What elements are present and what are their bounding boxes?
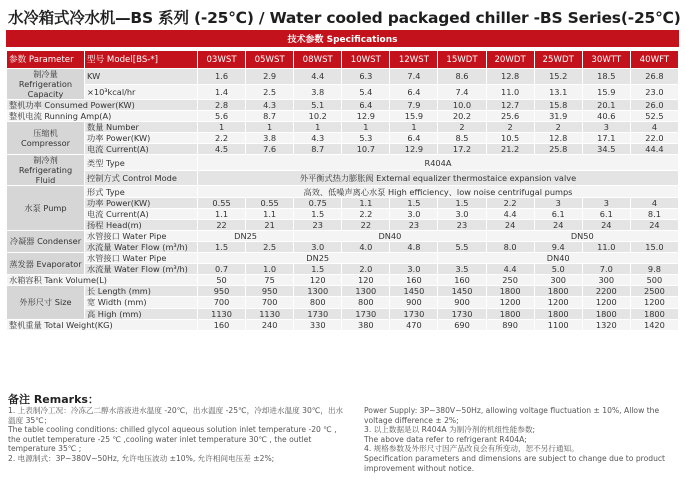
value-cell: 44.4: [630, 144, 678, 155]
value-cell: 22.0: [630, 133, 678, 144]
value-cell: 4.4: [294, 69, 342, 85]
value-cell: 21: [246, 219, 294, 230]
remark-line: 3. 以上数据是以 R404A 为制冷剂的机组性能参数;: [364, 425, 536, 435]
value-cell: 4.4: [486, 208, 534, 219]
model-column-header: 40WFT: [630, 51, 678, 69]
value-cell: 1.5: [294, 264, 342, 275]
row-refrigerant-type: [7, 155, 679, 171]
value-cell: 40.6: [582, 111, 630, 122]
value-cell: 1730: [390, 308, 438, 319]
value-cell: 34.5: [582, 144, 630, 155]
row-label: 高 High (mm): [85, 308, 198, 319]
value-cell: 4.8: [390, 241, 438, 252]
value-cell: 7.4: [438, 84, 486, 100]
value-cell: 8.5: [438, 133, 486, 144]
value-cell: 22: [342, 219, 390, 230]
value-cell: 1800: [486, 308, 534, 319]
value-cell: 20.1: [582, 100, 630, 111]
row-compressor-current: [7, 144, 679, 155]
value-cell: 5.1: [294, 100, 342, 111]
value-cell: 2.8: [198, 100, 246, 111]
value-cell: 52.5: [630, 111, 678, 122]
value-cell: 2: [534, 122, 582, 133]
value-cell: 6.4: [390, 133, 438, 144]
value-cell: 3.0: [390, 264, 438, 275]
value-cell: 18.5: [582, 69, 630, 85]
value-cell: 26.0: [630, 100, 678, 111]
value-cell: 4: [630, 122, 678, 133]
row-refcap-kcal: [7, 84, 679, 100]
value-cell: 2.2: [486, 197, 534, 208]
value-cell: 330: [294, 319, 342, 330]
value-cell: 15.8: [534, 100, 582, 111]
group-condenser: 冷凝器 Condenser: [7, 230, 85, 252]
value-cell: 1320: [582, 319, 630, 330]
value-cell: 24: [582, 219, 630, 230]
value-cell: 5.6: [198, 111, 246, 122]
value-cell: 1420: [630, 319, 678, 330]
value-cell: 1200: [486, 297, 534, 308]
row-label: 水流量 Water Flow (m³/h): [85, 241, 198, 252]
value-cell: 15.9: [582, 84, 630, 100]
span-value: DN50: [486, 230, 678, 241]
value-cell: 12.9: [390, 144, 438, 155]
row-label: 功率 Power(KW): [85, 197, 198, 208]
value-cell: 800: [342, 297, 390, 308]
model-column-header: 10WST: [342, 51, 390, 69]
value-cell: 4.4: [486, 264, 534, 275]
value-cell: 1.1: [246, 208, 294, 219]
value-cell: 25.8: [534, 144, 582, 155]
value-cell: 900: [390, 297, 438, 308]
value-cell: 160: [198, 319, 246, 330]
value-cell: 11.0: [582, 241, 630, 252]
value-cell: 1.1: [198, 208, 246, 219]
model-column-header: 12WST: [390, 51, 438, 69]
row-compressor-power: [7, 133, 679, 144]
value-cell: 7.4: [390, 69, 438, 85]
value-cell: 3: [534, 197, 582, 208]
value-cell: 950: [198, 286, 246, 297]
value-cell: 26.8: [630, 69, 678, 85]
value-cell: 1800: [630, 308, 678, 319]
row-pump-head: [7, 219, 679, 230]
value-cell: 0.7: [198, 264, 246, 275]
value-cell: 4.0: [342, 241, 390, 252]
row-label: 形式 Type: [85, 186, 198, 197]
value-cell: 0.75: [294, 197, 342, 208]
value-cell: 5.3: [342, 133, 390, 144]
row-label: 整机功率 Consumed Power(KW): [7, 100, 198, 111]
value-cell: 24: [630, 219, 678, 230]
value-cell: 160: [390, 275, 438, 286]
value-cell: 3.0: [438, 208, 486, 219]
row-power: [7, 100, 679, 111]
value-cell: 17.2: [438, 144, 486, 155]
row-label: 数量 Number: [85, 122, 198, 133]
value-cell: 500: [630, 275, 678, 286]
value-cell: 20.2: [438, 111, 486, 122]
value-cell: 12.8: [534, 133, 582, 144]
row-size-width: [7, 297, 679, 308]
row-label: 水箱容积 Tank Volume(L): [7, 275, 198, 286]
span-value: DN40: [294, 230, 486, 241]
value-cell: 6.1: [582, 208, 630, 219]
value-cell: 1100: [534, 319, 582, 330]
row-pump-power: [7, 197, 679, 208]
value-cell: 900: [438, 297, 486, 308]
row-current: [7, 111, 679, 122]
remark-line: Specification parameters and dimensions are subject to change due to product improvement without notice.: [364, 453, 666, 473]
value-cell: 1130: [246, 308, 294, 319]
span-value: DN25: [198, 253, 438, 264]
value-cell: 4.5: [198, 144, 246, 155]
value-cell: 6.1: [534, 208, 582, 219]
value-cell: 1.5: [198, 241, 246, 252]
remarks-right: [364, 406, 680, 473]
value-cell: 1.1: [342, 197, 390, 208]
value-cell: 9.4: [534, 241, 582, 252]
row-pump-current: [7, 208, 679, 219]
value-cell: 10.0: [438, 100, 486, 111]
group-size: 外形尺寸 Size: [7, 286, 85, 319]
row-label: 功率 Power(KW): [85, 133, 198, 144]
value-cell: 2.5: [246, 84, 294, 100]
value-cell: 15.2: [534, 69, 582, 85]
row-pump-type: [7, 186, 679, 197]
value-cell: 2500: [630, 286, 678, 297]
value-cell: 12.9: [342, 111, 390, 122]
model-header: 型号 Model[BS-*]: [85, 51, 198, 69]
value-cell: 9.8: [630, 264, 678, 275]
value-cell: 1.4: [198, 84, 246, 100]
value-cell: 1: [342, 122, 390, 133]
header-row: [7, 51, 679, 69]
model-column-header: 25WDT: [534, 51, 582, 69]
value-cell: 11.0: [486, 84, 534, 100]
unit-label: ×10³kcal/hr: [85, 84, 198, 100]
value-cell: 75: [246, 275, 294, 286]
group-evaporator: 蒸发器 Evaporator: [7, 253, 85, 275]
value-cell: 13.1: [534, 84, 582, 100]
remark-line: 4. 规格参数及外形尺寸因产品改良会有所变动，恕不另行通知。: [364, 444, 579, 454]
value-cell: 470: [390, 319, 438, 330]
value-cell: 2200: [582, 286, 630, 297]
value-cell: 2.2: [342, 208, 390, 219]
value-cell: 24: [486, 219, 534, 230]
value-cell: 1450: [438, 286, 486, 297]
row-label: 扬程 Head(m): [85, 219, 198, 230]
value-cell: 1800: [486, 286, 534, 297]
value-cell: 250: [486, 275, 534, 286]
specifications-banner: [6, 30, 679, 47]
value-cell: 22: [198, 219, 246, 230]
row-label: 控制方式 Control Mode: [85, 170, 198, 186]
value-cell: 1300: [294, 286, 342, 297]
value-cell: 3: [582, 122, 630, 133]
value-cell: 50: [198, 275, 246, 286]
remark-line: The above data refer to refrigerant R404A;: [364, 434, 527, 444]
row-label: 水管接口 Water Pipe: [85, 230, 198, 241]
banner-subtitle: 技术参数 Specifications: [287, 35, 398, 45]
value-cell: 12.7: [486, 100, 534, 111]
value-cell: 25.6: [486, 111, 534, 122]
row-evaporator-flow: [7, 264, 679, 275]
value-cell: 1: [246, 122, 294, 133]
value-cell: 3.0: [390, 208, 438, 219]
value-cell: 1200: [534, 297, 582, 308]
value-cell: 1130: [198, 308, 246, 319]
value-cell: 12.8: [486, 69, 534, 85]
value-cell: 690: [438, 319, 486, 330]
value-cell: 1450: [390, 286, 438, 297]
row-label: 电流 Current(A): [85, 144, 198, 155]
value-cell: 7.6: [246, 144, 294, 155]
value-cell: 3.8: [246, 133, 294, 144]
value-cell: 0.55: [198, 197, 246, 208]
value-cell: 1.5: [438, 197, 486, 208]
row-tank: [7, 275, 679, 286]
value-cell: 23: [438, 219, 486, 230]
value-cell: 8.0: [486, 241, 534, 252]
value-cell: 3.5: [438, 264, 486, 275]
value-cell: 23.0: [630, 84, 678, 100]
remark-line: The table cooling conditions: chilled glycol aqueous solution inlet temperature -20 ℃ , the outlet temperature -25 ℃ ,cooling water inlet temperature 30℃ , the outlet temperature 35℃ ;: [8, 425, 337, 454]
value-cell: 15.9: [390, 111, 438, 122]
row-condenser-pipe: [7, 230, 679, 241]
model-column-header: 30WTT: [582, 51, 630, 69]
row-refcap-kw: [7, 69, 679, 85]
value-cell: 1300: [342, 286, 390, 297]
page-title: 水冷箱式冷水机—BS 系列 (-25℃) / Water cooled packaged chiller -BS Series(-25℃): [8, 9, 681, 27]
span-value: R404A: [198, 155, 679, 171]
value-cell: 10.5: [486, 133, 534, 144]
row-weight: [7, 319, 679, 330]
remark-line: 1. 上表制冷工况：冷冻乙二醇水溶液进水温度 -20℃，出水温度 -25℃，冷却进水温度 30℃，出水温度 35℃；: [8, 406, 344, 425]
value-cell: 7.9: [390, 100, 438, 111]
value-cell: 0.55: [246, 197, 294, 208]
row-label: 长 Length (mm): [85, 286, 198, 297]
value-cell: 1200: [582, 297, 630, 308]
value-cell: 1: [294, 122, 342, 133]
span-value: DN40: [438, 253, 679, 264]
model-column-header: 05WST: [246, 51, 294, 69]
value-cell: 5.5: [438, 241, 486, 252]
value-cell: 1.0: [246, 264, 294, 275]
value-cell: 1.5: [390, 197, 438, 208]
value-cell: 8.1: [630, 208, 678, 219]
value-cell: 800: [294, 297, 342, 308]
value-cell: 4.3: [294, 133, 342, 144]
value-cell: 1.6: [198, 69, 246, 85]
value-cell: 120: [342, 275, 390, 286]
value-cell: 5.4: [342, 84, 390, 100]
span-value: 高效、低噪声离心水泵 High efficiency、low noise centrifugal pumps: [198, 186, 679, 197]
row-label: 电流 Current(A): [85, 208, 198, 219]
value-cell: 1.5: [294, 208, 342, 219]
value-cell: 23: [294, 219, 342, 230]
group-refrigerant: 制冷剂 Refrigerating Fluid: [7, 155, 85, 186]
row-evaporator-pipe: [7, 253, 679, 264]
value-cell: 7.0: [582, 264, 630, 275]
group-pump: 水泵 Pump: [7, 186, 85, 230]
value-cell: 2.5: [246, 241, 294, 252]
value-cell: 21.2: [486, 144, 534, 155]
value-cell: 4: [630, 197, 678, 208]
value-cell: 6.4: [390, 84, 438, 100]
value-cell: 4.3: [246, 100, 294, 111]
value-cell: 6.3: [342, 69, 390, 85]
value-cell: 6.4: [342, 100, 390, 111]
value-cell: 1800: [534, 308, 582, 319]
value-cell: 3.0: [294, 241, 342, 252]
row-label: 类型 Type: [85, 155, 198, 171]
param-header: 参数 Parameter: [7, 51, 85, 69]
row-label: 宽 Width (mm): [85, 297, 198, 308]
value-cell: 10.7: [342, 144, 390, 155]
value-cell: 1200: [630, 297, 678, 308]
value-cell: 1730: [342, 308, 390, 319]
value-cell: 1800: [582, 308, 630, 319]
value-cell: 2: [486, 122, 534, 133]
value-cell: 24: [534, 219, 582, 230]
value-cell: 10.2: [294, 111, 342, 122]
row-label: 整机电流 Running Amp(A): [7, 111, 198, 122]
model-column-header: 03WST: [198, 51, 246, 69]
span-value: DN25: [198, 230, 294, 241]
spec-table: [6, 50, 679, 331]
remarks-left: [8, 406, 348, 464]
row-condenser-flow: [7, 241, 679, 252]
value-cell: 160: [438, 275, 486, 286]
value-cell: 700: [246, 297, 294, 308]
group-refrigeration-capacity: 制冷量 Refrigeration Capacity: [7, 69, 85, 100]
value-cell: 3.8: [294, 84, 342, 100]
value-cell: 2.2: [198, 133, 246, 144]
value-cell: 2.0: [342, 264, 390, 275]
value-cell: 890: [486, 319, 534, 330]
row-label: 整机重量 Total Weight(KG): [7, 319, 198, 330]
remarks-title: 备注 Remarks：: [8, 393, 99, 406]
value-cell: 8.7: [294, 144, 342, 155]
row-refrigerant-control: [7, 170, 679, 186]
row-compressor-number: [7, 122, 679, 133]
model-column-header: 15WDT: [438, 51, 486, 69]
value-cell: 700: [198, 297, 246, 308]
model-column-header: 20WDT: [486, 51, 534, 69]
value-cell: 3: [582, 197, 630, 208]
value-cell: 2.9: [246, 69, 294, 85]
value-cell: 1: [198, 122, 246, 133]
value-cell: 15.0: [630, 241, 678, 252]
row-label: 水管接口 Water Pipe: [85, 253, 198, 264]
value-cell: 8.6: [438, 69, 486, 85]
model-column-header: 08WST: [294, 51, 342, 69]
value-cell: 240: [246, 319, 294, 330]
remark-line: Power Supply: 3P~380V~50Hz, allowing voltage fluctuation ± 10%, Allow the voltage difference ± 2%;: [364, 406, 660, 425]
group-compressor: 压缩机 Compressor: [7, 122, 85, 155]
row-size-height: [7, 308, 679, 319]
value-cell: 380: [342, 319, 390, 330]
value-cell: 8.7: [246, 111, 294, 122]
row-label: 水流量 Water Flow (m³/h): [85, 264, 198, 275]
value-cell: 300: [534, 275, 582, 286]
value-cell: 120: [294, 275, 342, 286]
value-cell: 23: [390, 219, 438, 230]
value-cell: 1730: [294, 308, 342, 319]
unit-label: KW: [85, 69, 198, 85]
value-cell: 2: [438, 122, 486, 133]
span-value: 外平衡式热力膨胀阀 External equalizer thermostaice expansion valve: [198, 170, 679, 186]
value-cell: 17.1: [582, 133, 630, 144]
value-cell: 31.9: [534, 111, 582, 122]
value-cell: 1730: [438, 308, 486, 319]
remark-line: 2. 电源制式：3P~380V~50Hz, 允许电压波动 ±10%, 允许相间电压差 ±2%;: [8, 453, 275, 463]
value-cell: 5.0: [534, 264, 582, 275]
value-cell: 300: [582, 275, 630, 286]
value-cell: 1800: [534, 286, 582, 297]
row-size-length: [7, 286, 679, 297]
value-cell: 950: [246, 286, 294, 297]
value-cell: 1: [390, 122, 438, 133]
